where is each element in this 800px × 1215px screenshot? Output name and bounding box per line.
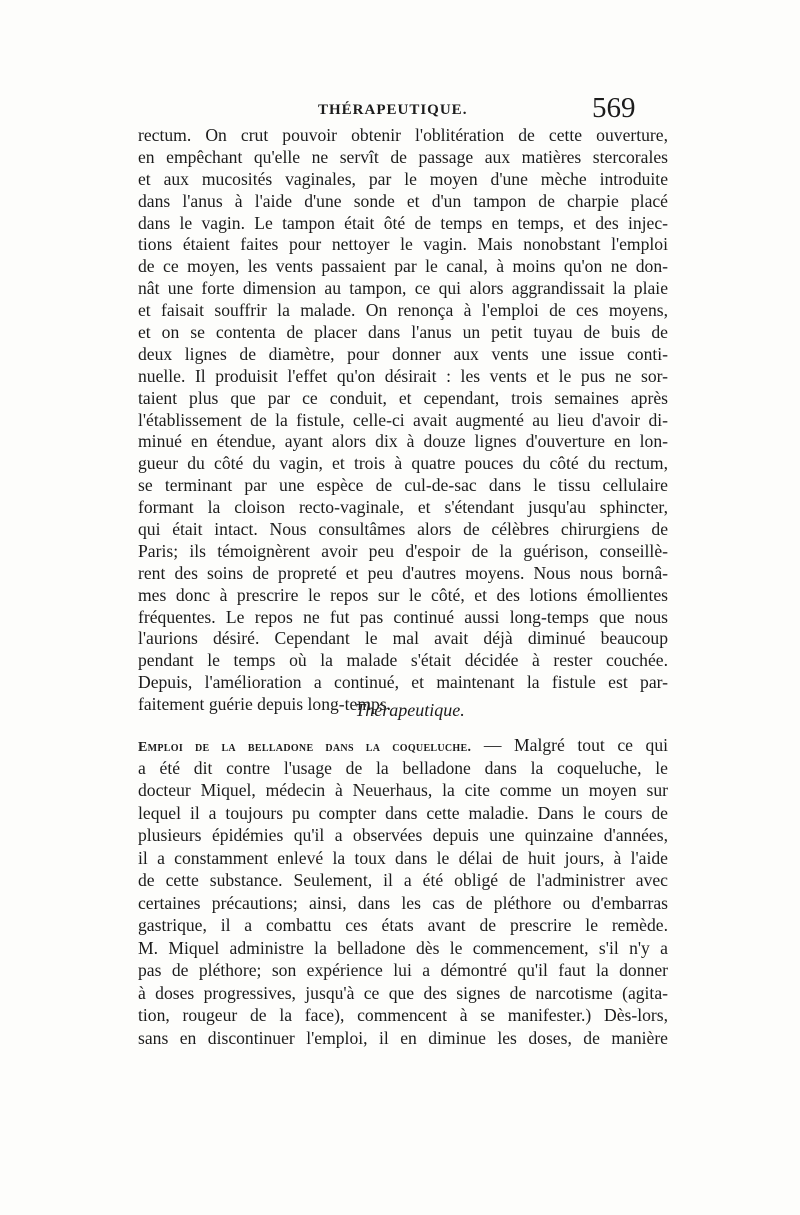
- text-line: pas de pléthore; son expérience lui a démontré qu'il faut la donner: [138, 960, 668, 980]
- text-line: de cette substance. Seulement, il a été obligé de l'administrer avec: [138, 870, 668, 890]
- text-line: qui était intact. Nous consultâmes alors de célèbres chirurgiens de: [138, 519, 668, 540]
- text-line: l'aurions désiré. Cependant le mal avait déjà diminué beaucoup: [138, 628, 668, 649]
- article-first-line-text: — Malgré tout ce qui: [483, 735, 668, 755]
- text-line: tion, rougeur de la face), commencent à se manifester.) Dès-lors,: [138, 1005, 668, 1025]
- text-line: rectum. On crut pouvoir obtenir l'oblitération de cette ouverture,: [138, 125, 668, 145]
- article-heading: Emploi de la belladone dans la coqueluche.: [138, 740, 472, 755]
- text-line: à doses progressives, jusqu'à ce que des signes de narcotisme (agita-: [138, 982, 668, 1003]
- text-line: de ce moyen, les vents passaient par le canal, à moins qu'on ne don-: [138, 256, 668, 277]
- running-head: [0, 92, 800, 126]
- text-line: et on se contenta de placer dans l'anus un petit tuyau de buis de: [138, 322, 668, 343]
- text-line: taient plus que par ce conduit, et cependant, trois semaines après: [138, 387, 668, 408]
- text-line: l'établissement de la fistule, celle-ci avait augmenté au lieu d'avoir di-: [138, 409, 668, 430]
- text-line: mes donc à prescrire le repos sur le côté, et des lotions émollientes: [138, 584, 668, 605]
- text-line: gastrique, il a combattu ces états avant de prescrire le remède.: [138, 915, 668, 935]
- page-number: 569: [592, 92, 636, 124]
- article-belladone: [138, 734, 668, 1049]
- text-line: certaines précautions; ainsi, dans les cas de pléthore ou d'embarras: [138, 892, 668, 913]
- text-line: plusieurs épidémies qu'il a observées depuis une quinzaine d'années,: [138, 825, 668, 845]
- text-line: formant la cloison recto-vaginale, et s'étendant jusqu'au sphincter,: [138, 497, 668, 518]
- text-line: nuelle. Il produisit l'effet qu'on désirait : les vents et le pus ne sor-: [138, 365, 668, 386]
- paragraph-fistula-case: [138, 125, 668, 716]
- text-line: faitement guérie depuis long-temps.: [138, 694, 392, 715]
- text-line: pendant le temps où la malade s'était décidée à rester couchée.: [138, 650, 668, 671]
- text-line: tions étaient faites pour nettoyer le vagin. Mais nonobstant l'emploi: [138, 234, 668, 255]
- section-heading: Thérapeutique.: [355, 700, 465, 720]
- text-line: dans le vagin. Le tampon était ôté de temps en temps, et des injec-: [138, 212, 668, 233]
- text-line: rent des soins de propreté et peu d'autres moyens. Nous nous bornâ-: [138, 562, 668, 583]
- text-line: fréquentes. Le repos ne fut pas continué aussi long-temps que nous: [138, 606, 668, 627]
- text-line: nât une forte dimension au tampon, ce qui alors aggrandissait la plaie: [138, 278, 668, 299]
- text-line: il a constamment enlevé la toux dans le délai de huit jours, à l'aide: [138, 847, 668, 868]
- running-title: THÉRAPEUTIQUE.: [318, 102, 468, 118]
- text-line: M. Miquel administre la belladone dès le commencement, s'il n'y a: [138, 937, 668, 958]
- text-line: docteur Miquel, médecin à Neuerhaus, la cite comme un moyen sur: [138, 780, 668, 800]
- text-line: en empêchant qu'elle ne servît de passage aux matières stercorales: [138, 146, 668, 167]
- text-line: gueur du côté du vagin, et trois à quatre pouces du côté du rectum,: [138, 453, 668, 474]
- text-line: deux lignes de diamètre, pour donner aux vents une issue conti-: [138, 343, 668, 364]
- article-first-line: [138, 734, 668, 757]
- text-line: lequel il a toujours pu compter dans cette maladie. Dans le cours de: [138, 802, 668, 823]
- text-line: sans en discontinuer l'emploi, il en diminue les doses, de manière: [138, 1027, 668, 1048]
- text-line: se terminant par une espèce de cul-de-sac dans le tissu cellulaire: [138, 475, 668, 496]
- text-line: et faisait souffrir la malade. On renonça à l'emploi de ces moyens,: [138, 300, 668, 321]
- text-line: Paris; ils témoignèrent avoir peu d'espoir de la guérison, conseillè-: [138, 540, 668, 561]
- text-line: minué en étendue, ayant alors dix à douze lignes d'ouverture en lon-: [138, 431, 668, 452]
- text-line: a été dit contre l'usage de la belladone dans la coqueluche, le: [138, 757, 668, 778]
- text-line: et aux mucosités vaginales, par le moyen d'une mèche introduite: [138, 168, 668, 189]
- text-line: dans l'anus à l'aide d'une sonde et d'un tampon de charpie placé: [138, 190, 668, 211]
- text-line: Depuis, l'amélioration a continué, et maintenant la fistule est par-: [138, 672, 668, 693]
